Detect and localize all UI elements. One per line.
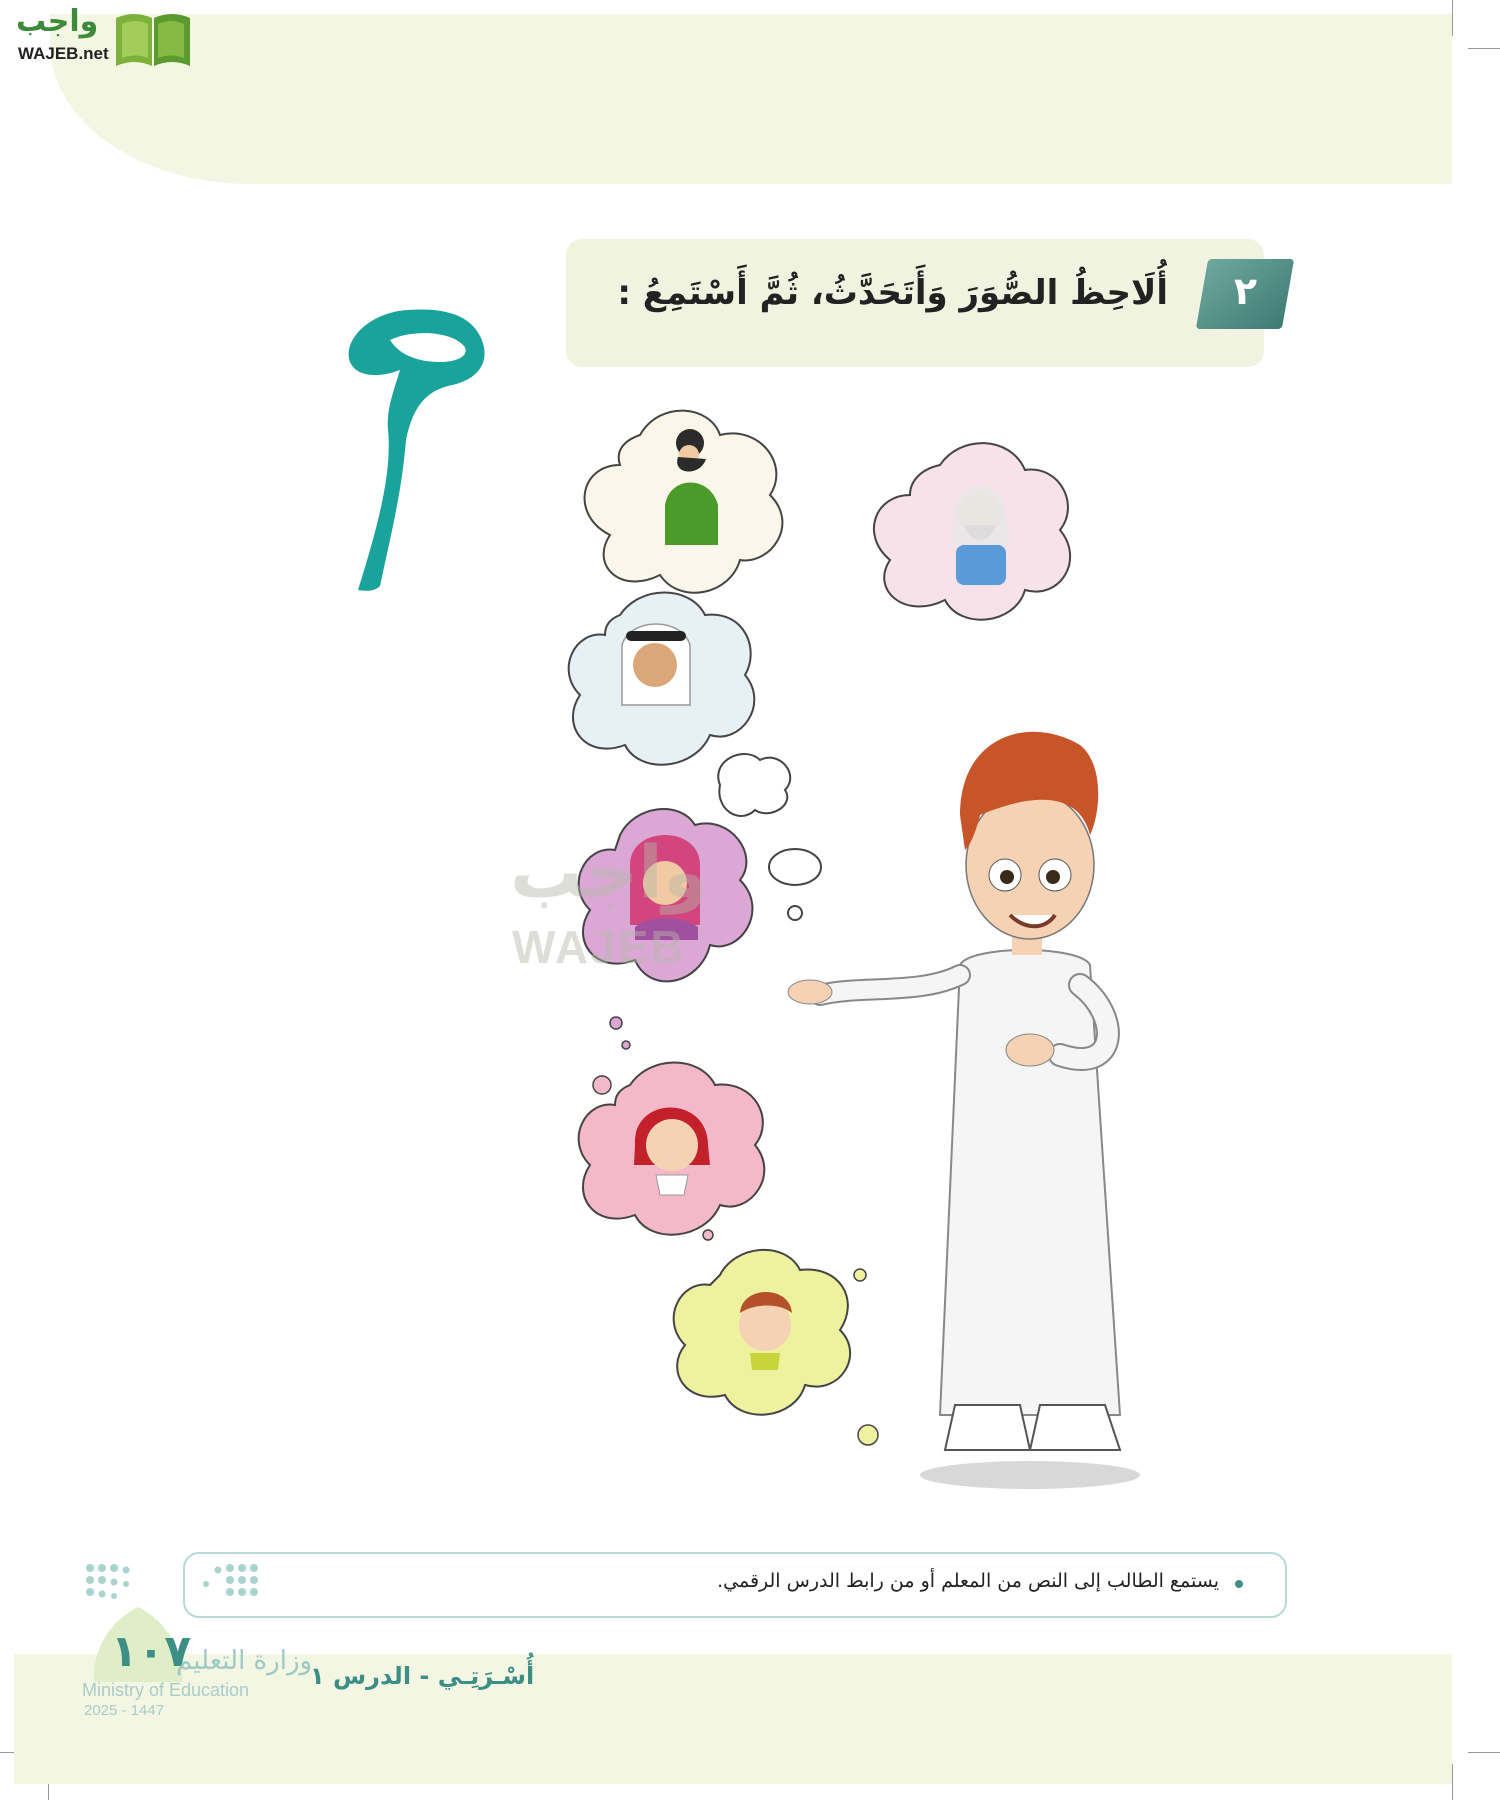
page-number: ١٠٧ <box>110 1626 192 1677</box>
thought-bubble-icon <box>585 411 783 593</box>
crop-mark <box>1468 48 1500 49</box>
teacher-note-box <box>183 1552 1287 1618</box>
watermark-arabic: واجب <box>510 830 708 914</box>
lesson-title: أُسْـرَتِـي - الدرس ١ <box>310 1662 535 1690</box>
note-bullet <box>1235 1580 1243 1588</box>
teacher-note-text: يستمع الطالب إلى النص من المعلم أو من رابط الدرس الرقمي. <box>717 1570 1219 1592</box>
ministry-name-arabic: وزارة التعليم <box>176 1646 313 1676</box>
letter-meem-graphic <box>330 300 500 610</box>
instruction-banner <box>566 239 1264 367</box>
crop-mark <box>1452 0 1453 36</box>
step-number: ٢ <box>1233 269 1258 313</box>
logo-arabic-text: واجب <box>16 4 99 39</box>
step-badge <box>1196 259 1294 329</box>
ministry-year: 2025 - 1447 <box>84 1702 165 1719</box>
book-logo-icon <box>112 8 194 70</box>
watermark-latin: WAJEB <box>512 921 686 973</box>
watermark <box>500 830 1020 1000</box>
header-band <box>50 14 1452 184</box>
crop-mark <box>1452 1764 1453 1800</box>
instruction-text: أُلَاحِظُ الصُّوَرَ وَأَتَحَدَّثُ، ثُمَّ أَسْتَمِعُ : <box>617 273 1168 313</box>
crop-mark <box>1468 1752 1500 1753</box>
ministry-name-english: Ministry of Education <box>82 1680 250 1700</box>
site-logo[interactable] <box>8 4 194 72</box>
logo-latin-text: WAJEB.net <box>18 44 109 63</box>
